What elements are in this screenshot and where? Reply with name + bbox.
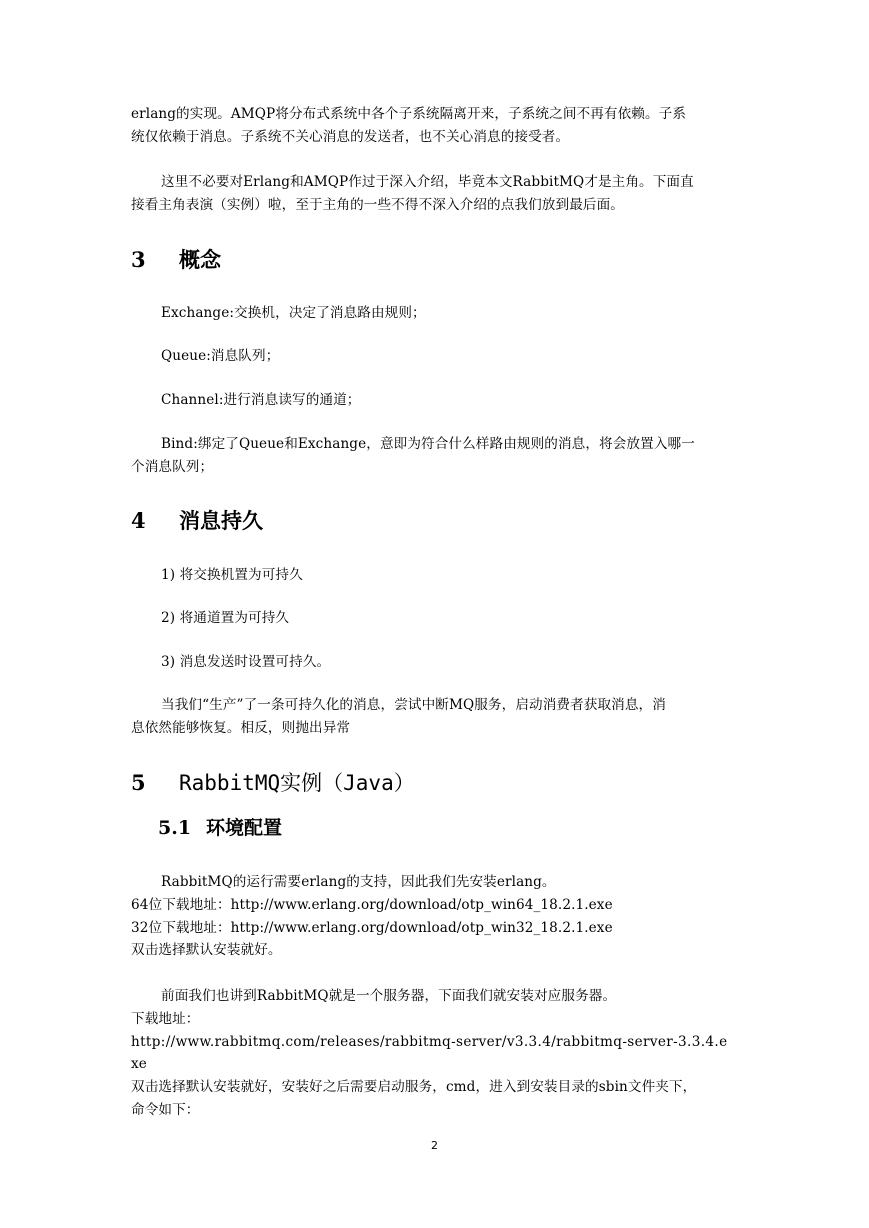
env-line-5: 前面我们也讲到RabbitMQ就是一个服务器，下面我们就安装对应服务器。 [161, 988, 617, 1004]
section-4-number: 4 [131, 508, 146, 533]
persist-item-2: 2) 将通道置为可持久 [161, 610, 290, 626]
section-5-title: RabbitMQ实例（Java） [179, 771, 415, 795]
section-5-heading [131, 769, 415, 797]
section-3-heading [131, 246, 221, 274]
intro-line-1: erlang的实现。AMQP将分布式系统中各个子系统隔离开来，子系统之间不再有依赖。子系 [131, 106, 687, 122]
env-line-1: RabbitMQ的运行需要erlang的支持，因此我们先安装erlang。 [161, 874, 556, 890]
section-4-title: 消息持久 [179, 508, 263, 533]
concept-exchange: Exchange:交换机，决定了消息路由规则； [161, 305, 426, 321]
env-line-6: 下载地址： [131, 1011, 200, 1027]
env-line-download-url: http://www.rabbitmq.com/releases/rabbitmq-server/v3.3.4/rabbitmq-server-3.3.4.e [131, 1034, 728, 1050]
intro-para2-line-2: 接看主角表演（实例）啦，至于主角的一些不得不深入介绍的点我们放到最后面。 [131, 197, 624, 213]
concept-channel: Channel:进行消息读写的通道； [161, 392, 361, 408]
persist-para-line-2: 息依然能够恢复。相反，则抛出异常 [131, 720, 351, 736]
section-4-heading [131, 507, 263, 535]
section-5-1-title: 环境配置 [206, 817, 283, 839]
env-line-4: 双击选择默认安装就好。 [131, 942, 282, 958]
section-5-number: 5 [131, 770, 146, 795]
env-line-8: xe [131, 1056, 147, 1072]
persist-item-3: 3) 消息发送时设置可持久。 [161, 654, 331, 670]
section-5-1-heading [158, 815, 282, 841]
page-number: 2 [431, 1139, 438, 1152]
persist-item-1: 1) 将交换机置为可持久 [161, 567, 303, 583]
concept-bind-line-1: Bind:绑定了Queue和Exchange，意即为符合什么样路由规则的消息，将会放置入哪一 [161, 436, 695, 452]
persist-para-line-1: 当我们“生产”了一条可持久化的消息，尝试中断MQ服务，启动消费者获取消息，消 [161, 697, 666, 713]
section-3-number: 3 [131, 247, 146, 272]
env-line-64bit-url: 64位下载地址：http://www.erlang.org/download/otp_win64_18.2.1.exe [131, 897, 613, 913]
env-line-32bit-url: 32位下载地址：http://www.erlang.org/download/otp_win32_18.2.1.exe [131, 920, 613, 936]
intro-line-2: 统仅依赖于消息。子系统不关心消息的发送者，也不关心消息的接受者。 [131, 129, 570, 145]
intro-para2-line-1: 这里不必要对Erlang和AMQP作过于深入介绍，毕竟本文RabbitMQ才是主角。下面直 [161, 174, 694, 190]
concept-bind-line-2: 个消息队列； [131, 459, 214, 475]
section-3-title: 概念 [179, 247, 221, 272]
env-line-9: 双击选择默认安装就好，安装好之后需要启动服务，cmd，进入到安装目录的sbin文件夹下， [131, 1079, 697, 1095]
concept-queue: Queue:消息队列； [161, 348, 280, 364]
env-line-10: 命令如下： [131, 1102, 200, 1118]
section-5-1-number: 5.1 [158, 817, 192, 839]
